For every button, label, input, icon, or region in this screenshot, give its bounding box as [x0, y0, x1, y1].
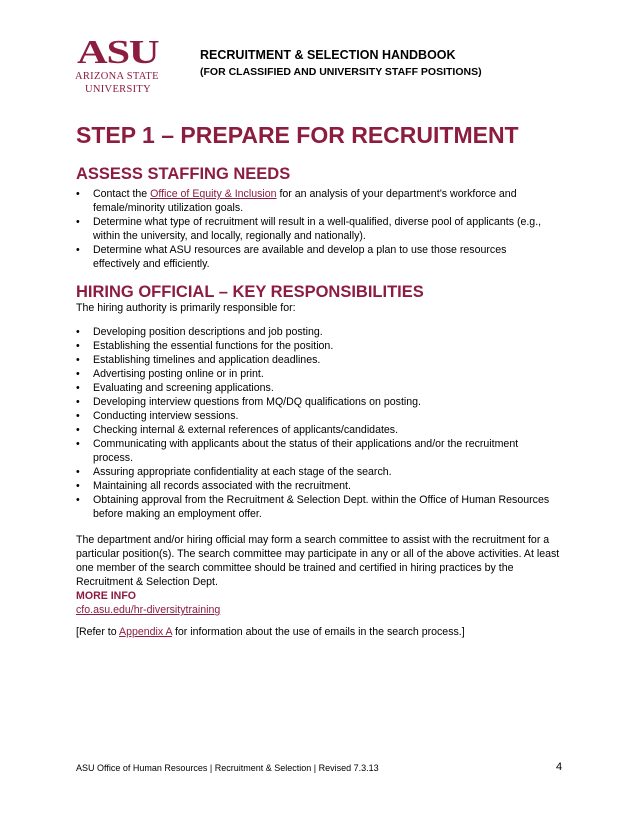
list-item: • Establishing timelines and application deadlines. [76, 353, 556, 367]
logo-line-university: UNIVERSITY [85, 84, 151, 95]
handbook-title: RECRUITMENT & SELECTION HANDBOOK [200, 48, 456, 62]
list-item [76, 187, 556, 215]
list-item: • Conducting interview sessions. [76, 409, 556, 423]
responsibilities-list [76, 325, 556, 521]
appendix-a-link[interactable]: Appendix A [119, 626, 173, 638]
handbook-subtitle: (FOR CLASSIFIED AND UNIVERSITY STAFF POSITIONS) [200, 66, 482, 78]
list-item-text-post: for an analysis of your department’s workforce and female/minority utilization goals. [93, 188, 517, 214]
list-item: • Developing position descriptions and job posting. [76, 325, 556, 339]
list-item: • Establishing the essential functions for the position. [76, 339, 556, 353]
equity-inclusion-link[interactable]: Office of Equity & Inclusion [150, 188, 277, 200]
hiring-heading: HIRING OFFICIAL – KEY RESPONSIBILITIES [76, 283, 424, 301]
list-item: • Determine what ASU resources are available and develop a plan to use those resources effectively and efficiently. [76, 243, 556, 271]
list-item: • Obtaining approval from the Recruitment & Selection Dept. within the Office of Human Resources before making an employment offer. [76, 493, 556, 521]
logo-line-arizona-state: ARIZONA STATE [75, 71, 159, 82]
page-footer: ASU Office of Human Resources | Recruitment & Selection | Revised 7.3.13 [76, 763, 379, 773]
page-title: STEP 1 – PREPARE FOR RECRUITMENT [76, 122, 519, 148]
asu-logo [75, 36, 165, 98]
assess-list [76, 187, 556, 271]
committee-paragraph: The department and/or hiring official may form a search committee to assist with the recruitment for a particular position(s). The search committee may participate in any or all of the above activities. At least one member of the search committee should be trained and certified in hiring practices by the Recruitment & Selection Dept. [76, 534, 560, 588]
refer-text-post: for information about the use of emails in the search process.] [172, 626, 465, 638]
list-item: • Developing interview questions from MQ/DQ qualifications on posting. [76, 395, 556, 409]
refer-text-pre: [Refer to [76, 626, 119, 638]
list-item: • Assuring appropriate confidentiality at each stage of the search. [76, 465, 556, 479]
more-info-label: MORE INFO [76, 590, 137, 602]
logo-mark: ASU [77, 34, 159, 71]
list-item: • Determine what type of recruitment will result in a well-qualified, diverse pool of applicants (e.g., within the university, and locally, regionally and nationally). [76, 215, 556, 243]
list-item: • Advertising posting online or in print. [76, 367, 556, 381]
list-item: • Evaluating and screening applications. [76, 381, 556, 395]
hiring-intro: The hiring authority is primarily responsible for: [76, 302, 296, 314]
appendix-reference [76, 625, 566, 639]
list-item: • Checking internal & external references of applicants/candidates. [76, 423, 556, 437]
list-item: • Maintaining all records associated with the recruitment. [76, 479, 556, 493]
diversity-training-link[interactable]: cfo.asu.edu/hr-diversitytraining [76, 604, 221, 616]
assess-heading: ASSESS STAFFING NEEDS [76, 165, 291, 183]
list-item-text-pre: Contact the [93, 188, 151, 200]
list-item: • Communicating with applicants about the status of their applications and/or the recruitment process. [76, 437, 556, 465]
page-number: 4 [556, 761, 563, 773]
